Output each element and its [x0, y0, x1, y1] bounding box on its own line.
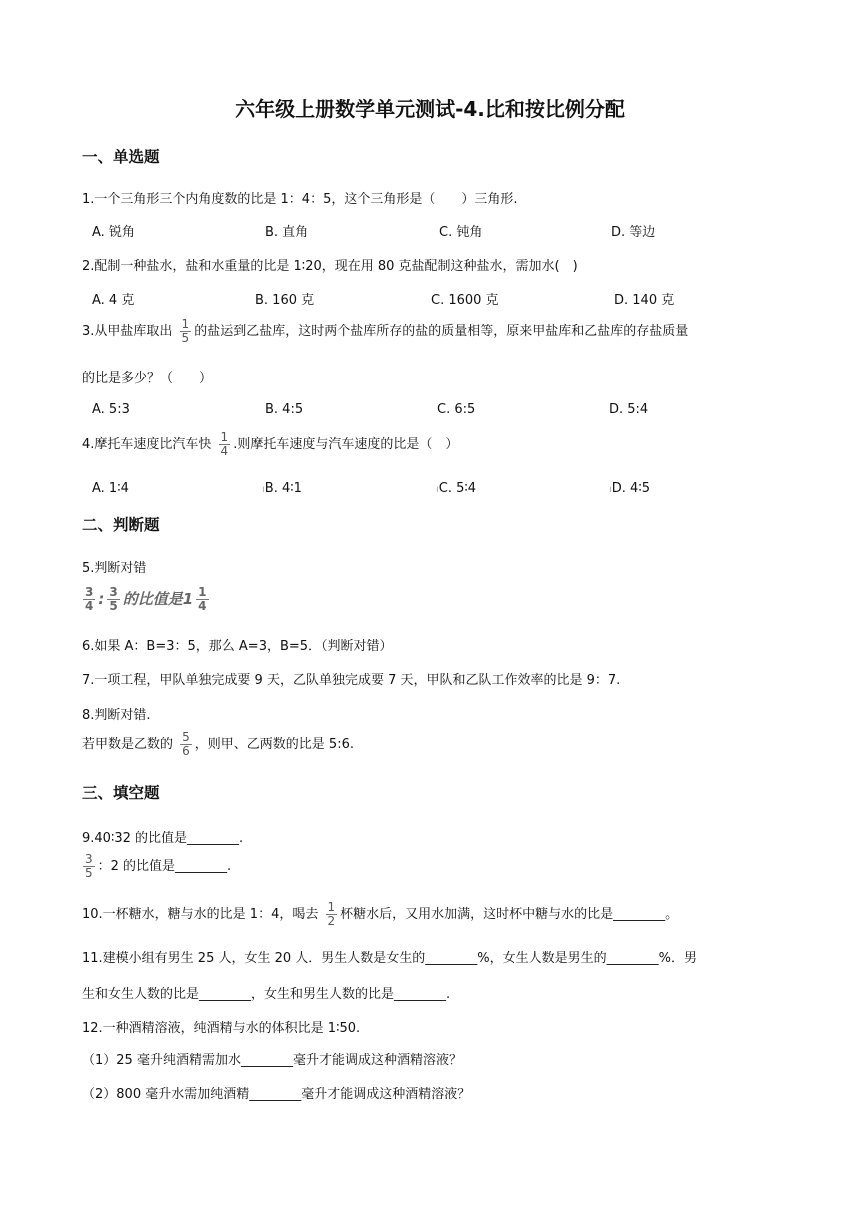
q2-option-a[interactable]: A. 4 克	[92, 293, 135, 308]
q5-frac-1-numerator: 3	[85, 585, 94, 599]
q4-option-c-marker: ı	[436, 484, 439, 495]
q10-frac-numerator: 1	[327, 900, 336, 914]
q2-option-d[interactable]: D. 140 克	[614, 293, 675, 308]
q3-option-a[interactable]: A. 5:3	[92, 402, 130, 417]
section-heading-fill-blank: 三、填空题	[82, 784, 160, 802]
q4-pre-text: 4.摩托车速度比汽车快	[82, 437, 212, 452]
question-4-text	[82, 431, 458, 458]
q2-option-c[interactable]: C. 1600 克	[431, 293, 499, 308]
q9-fraction	[83, 853, 95, 880]
q1-option-a[interactable]: A. 锐角	[92, 225, 135, 240]
q3-option-b[interactable]: B. 4:5	[265, 402, 304, 417]
question-1-text: 1.一个三角形三个内角度数的比是 1：4：5，这个三角形是（ ）三角形.	[82, 192, 518, 207]
q1-option-b[interactable]: B. 直角	[265, 225, 309, 240]
q4-option-a[interactable]: A. 1∶4	[92, 481, 129, 496]
q5-frac-3-denominator: 4	[198, 599, 207, 613]
question-9-text: 9.40∶32 的比值是________.	[82, 831, 244, 846]
q3-frac-numerator: 1	[181, 317, 190, 331]
q5-frac-1	[83, 586, 95, 613]
q5-frac-3	[196, 586, 208, 613]
question-11-line1: 11.建模小组有男生 25 人，女生 20 人．男生人数是女生的________%，女生人数是男生的________%．男	[82, 951, 697, 966]
q5-frac-3-numerator: 1	[198, 585, 207, 599]
q4-option-d-marker: ı	[609, 484, 612, 495]
q10-post-text: 杯糖水后，又用水加满，这时杯中糖与水的比是________。	[340, 907, 679, 922]
question-7-text: 7.一项工程，甲队单独完成要 9 天，乙队单独完成要 7 天，甲队和乙队工作效率的比是 9：7.	[82, 673, 621, 688]
question-6-text: 6.如果 A：B=3：5，那么 A=3，B=5．（判断对错）	[82, 639, 393, 654]
q3-option-d[interactable]: D. 5:4	[609, 402, 649, 417]
question-11-line2: 生和女生人数的比是________，女生和男生人数的比是________.	[82, 987, 451, 1002]
q4-post-text: .则摩托车速度与汽车速度的比是（ ）	[233, 437, 459, 452]
q4-frac-denominator: 4	[220, 444, 229, 458]
q4-option-d-label: D. 4∶5	[611, 481, 650, 496]
q9-frac-denominator: 5	[85, 866, 93, 880]
q9-post-text: ：2 的比值是________.	[97, 859, 232, 874]
q5-ratio-expression	[80, 586, 212, 613]
q3-pre-text: 3.从甲盐库取出	[82, 324, 173, 339]
question-9-part2	[80, 853, 231, 880]
q4-option-b-marker: ı	[262, 484, 265, 495]
q5-colon: :	[98, 590, 105, 608]
question-8-statement	[82, 731, 354, 758]
q3-option-c[interactable]: C. 6:5	[437, 402, 476, 417]
question-12-text: 12.一种酒精溶液，纯酒精与水的体积比是 1∶50.	[82, 1021, 361, 1036]
q4-option-b-label: B. 4∶1	[264, 481, 302, 496]
question-3-line2: 的比是多少？（ ）	[82, 371, 213, 386]
q4-frac-numerator: 1	[220, 430, 229, 444]
q10-frac-denominator: 2	[327, 914, 336, 928]
q5-mid-text: 的比值是	[122, 590, 183, 608]
question-12-sub2: （2）800 毫升水需加纯酒精________毫升才能调成这种酒精溶液？	[82, 1087, 471, 1102]
q8-pre-text: 若甲数是乙数的	[82, 737, 174, 752]
q8-post-text: ，则甲、乙两数的比是 5:6.	[194, 737, 354, 752]
q5-frac-2-numerator: 3	[109, 585, 118, 599]
page-title: 六年级上册数学单元测试-4.比和按比例分配	[235, 97, 625, 121]
q1-option-d[interactable]: D. 等边	[611, 225, 656, 240]
q8-frac-denominator: 6	[182, 744, 190, 758]
q5-frac-1-denominator: 4	[85, 599, 94, 613]
q3-post-text: 的盐运到乙盐库，这时两个盐库所存的盐的质量相等，原来甲盐库和乙盐库的存盐质量	[194, 324, 689, 339]
q2-option-b[interactable]: B. 160 克	[255, 293, 315, 308]
q4-option-b[interactable]	[262, 481, 302, 496]
q10-pre-text: 10.一杯糖水，糖与水的比是 1：4，喝去	[82, 907, 319, 922]
q5-whole-number: 1	[182, 590, 194, 608]
question-2-text: 2.配制一种盐水，盐和水重量的比是 1∶20，现在用 80 克盐配制这种盐水，需加水( )	[82, 259, 578, 274]
q4-option-c-label: C. 5∶4	[438, 481, 477, 496]
q8-frac-numerator: 5	[182, 730, 190, 744]
q8-fraction	[180, 731, 192, 758]
q5-frac-2	[107, 586, 119, 613]
q3-fraction	[180, 318, 192, 345]
section-heading-single-choice: 一、单选题	[82, 148, 160, 166]
section-heading-true-false: 二、判断题	[82, 516, 160, 534]
q5-frac-2-denominator: 5	[109, 599, 118, 613]
q4-fraction	[219, 431, 231, 458]
question-5-text: 5.判断对错	[82, 561, 147, 576]
question-12-sub1: （1）25 毫升纯酒精需加水________毫升才能调成这种酒精溶液？	[82, 1053, 462, 1068]
q10-fraction	[326, 901, 338, 928]
question-8-text: 8.判断对错.	[82, 708, 151, 723]
q3-frac-denominator: 5	[181, 331, 190, 345]
q9-frac-numerator: 3	[85, 852, 93, 866]
q4-option-c[interactable]	[436, 481, 476, 496]
q4-option-d[interactable]	[609, 481, 650, 496]
question-10-text	[82, 901, 678, 928]
q1-option-c[interactable]: C. 钝角	[439, 225, 483, 240]
question-3-line1	[82, 318, 688, 345]
